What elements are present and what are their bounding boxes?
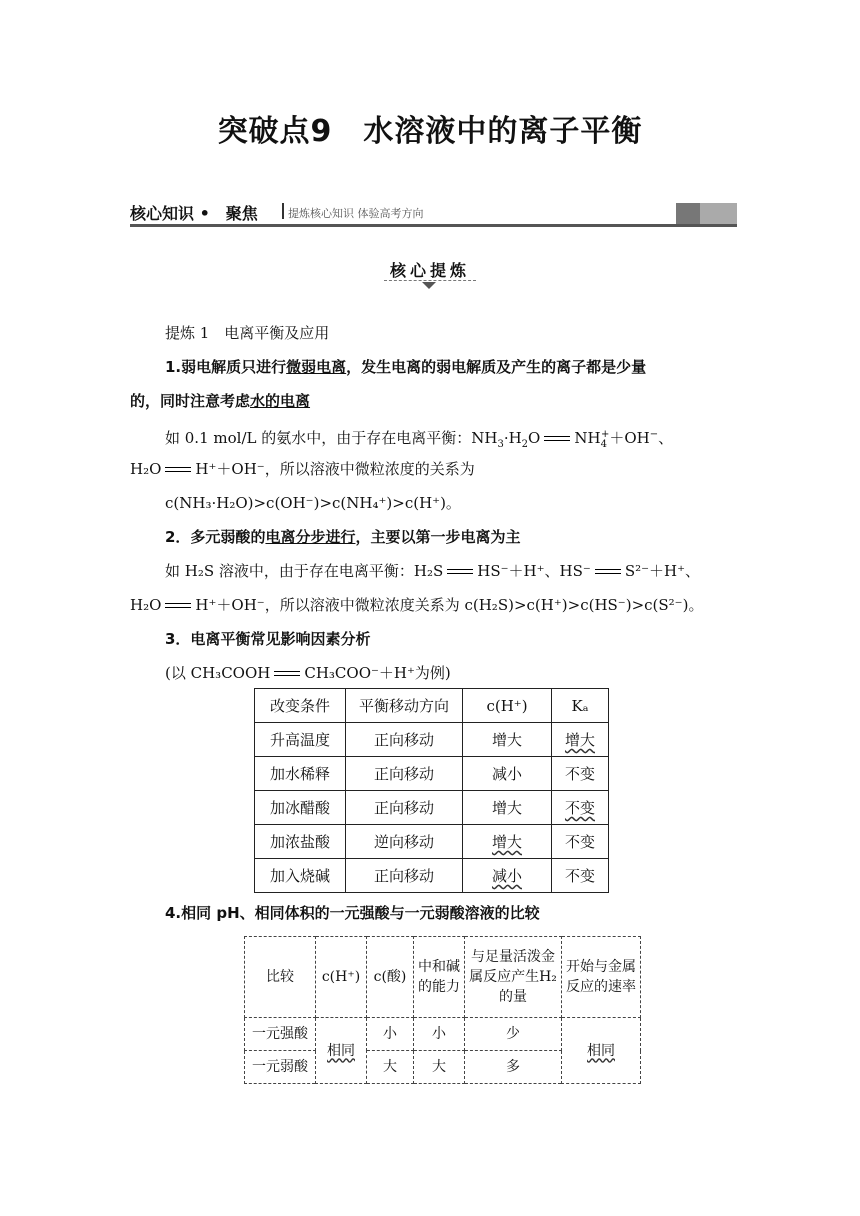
table-cell: 减小 <box>463 859 552 893</box>
table-cell: 加冰醋酸 <box>255 791 346 825</box>
point-1-text-b: ，发生电离的弱电解质及产生的离子都是少量 <box>346 358 647 376</box>
table-header-cell: 比较 <box>245 937 316 1018</box>
table-header-cell: 与足量活泼金属反应产生H₂的量 <box>465 937 562 1018</box>
table-cell: 正向移动 <box>346 791 463 825</box>
text: ，主要以第一步电离为主 <box>355 528 521 546</box>
banner-divider <box>282 203 284 219</box>
h2s-example-line-1 <box>165 560 700 582</box>
ammonia-example-line-2 <box>130 458 475 480</box>
ionization-factors-table <box>254 688 609 893</box>
point-1-line-2 <box>130 390 310 412</box>
table-header-cell: c(H⁺) <box>316 937 367 1018</box>
table-cell: 加水稀释 <box>255 757 346 791</box>
table-cell: 升高温度 <box>255 723 346 757</box>
table-cell: 正向移动 <box>346 757 463 791</box>
table-header-cell: 改变条件 <box>255 689 346 723</box>
point-3-example <box>165 662 451 684</box>
text: CH₃COO⁻＋H⁺为例) <box>304 664 451 682</box>
table-cell: 多 <box>465 1051 562 1084</box>
table-cell: 一元强酸 <box>245 1018 316 1051</box>
equilibrium-arrow-icon <box>443 567 477 577</box>
point-1-underlined-b: 水的电离 <box>250 392 311 410</box>
text: 如 H₂S 溶液中，由于存在电离平衡：H₂S <box>165 562 444 580</box>
table-header-row <box>245 937 641 1018</box>
equilibrium-arrow-icon <box>161 601 195 611</box>
banner-block-dark <box>676 203 700 224</box>
table-cell: 正向移动 <box>346 859 463 893</box>
text: H₂O <box>130 596 162 614</box>
table-row <box>255 859 609 893</box>
table-header-cell: 中和碱的能力 <box>414 937 465 1018</box>
table-header-cell: c(H⁺) <box>463 689 552 723</box>
table-header-cell: Kₐ <box>552 689 609 723</box>
section-banner <box>130 199 737 227</box>
text: ·H <box>503 429 522 447</box>
point-2-underlined: 电离分步进行 <box>265 528 356 546</box>
tilian-1-heading: 提炼 1 电离平衡及应用 <box>165 324 330 342</box>
point-3-title: 3．电离平衡常见影响因素分析 <box>165 630 371 648</box>
point-1-text-c: 的，同时注意考虑 <box>130 392 251 410</box>
text: ＋OH <box>609 429 650 447</box>
equilibrium-arrow-icon <box>161 465 195 475</box>
point-1-line-1 <box>165 356 646 378</box>
point-4-title: 4.相同 pH、相同体积的一元强酸与一元弱酸溶液的比较 <box>165 904 540 922</box>
ammonia-concentration-relation: c(NH₃·H₂O)>c(OH⁻)>c(NH₄⁺)>c(H⁺)。 <box>165 494 461 512</box>
acid-comparison-table <box>244 936 641 1084</box>
text: 所以溶液中微粒浓度的关系为 <box>279 460 475 478</box>
text: 所以溶液中微粒浓度关系为 c(H₂S)>c(H⁺)>c(HS⁻)>c(S²⁻)。 <box>279 596 704 614</box>
table-row <box>255 791 609 825</box>
table-row <box>245 1018 641 1051</box>
table-cell: 增大 <box>463 825 552 859</box>
table-row <box>255 757 609 791</box>
table-cell: 加浓盐酸 <box>255 825 346 859</box>
heading-dotted-line <box>384 280 476 281</box>
text: NH <box>574 429 601 447</box>
table-cell: 减小 <box>463 757 552 791</box>
point-1-text-a: 1.弱电解质只进行 <box>165 358 287 376</box>
point-2-line <box>165 526 520 548</box>
table-cell: 大 <box>414 1051 465 1084</box>
table-cell: 不变 <box>552 859 609 893</box>
table-cell: 不变 <box>552 825 609 859</box>
page-title: 突破点9 水溶液中的离子平衡 <box>217 114 643 149</box>
equilibrium-arrow-icon <box>540 434 574 444</box>
table-cell: 相同 <box>562 1018 641 1084</box>
banner-label: 核心知识 • 聚焦 <box>130 204 258 223</box>
table-header-cell: c(酸) <box>367 937 414 1018</box>
table-row <box>255 723 609 757</box>
table-cell: 小 <box>414 1018 465 1051</box>
table-header-cell: 开始与金属反应的速率 <box>562 937 641 1018</box>
banner-rule <box>130 224 737 227</box>
banner-block-light <box>700 203 737 224</box>
table-cell: 少 <box>465 1018 562 1051</box>
heading-triangle-icon <box>422 282 436 289</box>
table-cell: 大 <box>367 1051 414 1084</box>
banner-subtitle: 提炼核心知识 体验高考方向 <box>288 207 424 220</box>
table-cell: 加入烧碱 <box>255 859 346 893</box>
text: (以 CH₃COOH <box>165 664 271 682</box>
table-cell: 增大 <box>552 723 609 757</box>
table-cell: 相同 <box>316 1018 367 1084</box>
text: O <box>528 429 541 447</box>
table-header-row <box>255 689 609 723</box>
equilibrium-arrow-icon <box>591 567 625 577</box>
equilibrium-arrow-icon <box>270 669 304 679</box>
table-cell: 小 <box>367 1018 414 1051</box>
table-cell: 正向移动 <box>346 723 463 757</box>
table-row <box>255 825 609 859</box>
text: 如 0.1 mol/L 的氨水中，由于存在电离平衡：NH <box>165 429 498 447</box>
section-heading: 核心提炼 <box>389 261 470 280</box>
table-cell: 不变 <box>552 791 609 825</box>
ammonia-example-line-1: 如 0.1 mol/L 的氨水中，由于存在电离平衡：$NH_3\cdot H_2O$ $NH_4^++OH^-$、 <box>165 429 674 450</box>
text: H⁺＋OH⁻， <box>195 596 280 614</box>
table-cell: 逆向移动 <box>346 825 463 859</box>
text: H₂O <box>130 460 162 478</box>
h2s-example-line-2 <box>130 594 703 616</box>
table-header-cell: 平衡移动方向 <box>346 689 463 723</box>
point-1-underlined-a: 微弱电离 <box>286 358 347 376</box>
text: S²⁻＋H⁺、 <box>624 562 701 580</box>
table-cell: 一元弱酸 <box>245 1051 316 1084</box>
text: 、 <box>658 429 674 447</box>
text: HS⁻＋H⁺、HS⁻ <box>477 562 591 580</box>
table-cell: 不变 <box>552 757 609 791</box>
text: H⁺＋OH⁻， <box>195 460 280 478</box>
table-cell: 增大 <box>463 791 552 825</box>
table-cell: 增大 <box>463 723 552 757</box>
text: 2．多元弱酸的 <box>165 528 266 546</box>
